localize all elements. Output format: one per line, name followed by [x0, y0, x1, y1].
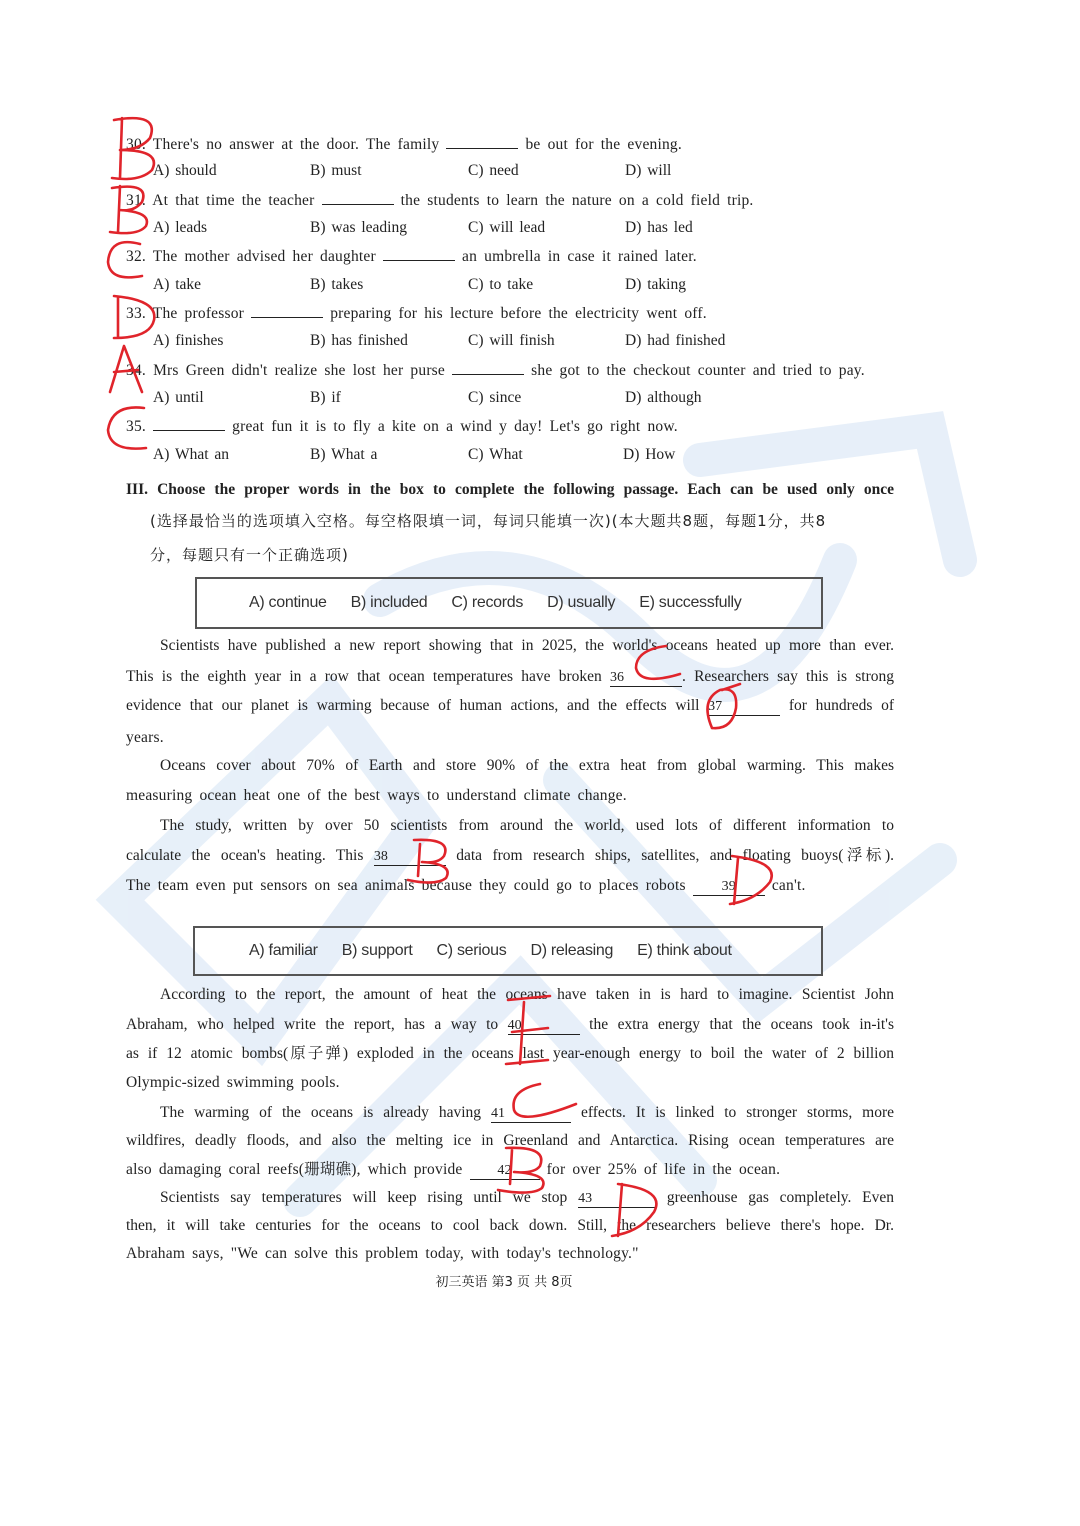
passage-line: then, it will take centuries for the oceans to cool back down. Still, the researchers believe there's hope. Dr. [126, 1217, 894, 1234]
passage-line [126, 1160, 780, 1180]
passage-text: can't. [771, 877, 806, 894]
section-instruction: (选择最恰当的选项填入空格。每空格限填一词，每词只能填一次)(本大题共8题，每题1分，共8 [150, 512, 827, 530]
passage-text: evidence that our planet is warming because of human actions, and the effects will [126, 697, 700, 714]
option-c: C) will lead [468, 219, 546, 236]
passage-text: also damaging coral reefs(珊瑚礁), which provide [126, 1161, 463, 1178]
option-a: A) until [153, 389, 204, 406]
passage-line: Abraham says, "We can solve this problem today, with today's technology." [126, 1245, 639, 1262]
option-d: D) although [625, 389, 702, 406]
option-a: A) finishes [153, 332, 224, 349]
question-text: she got to the checkout counter and tried to pay. [531, 362, 865, 379]
passage-text: The warming of the oceans is already having [160, 1104, 482, 1121]
word-option: B) included [350, 594, 428, 611]
word-option: E) think about [637, 942, 732, 959]
question-number: 33. [126, 305, 146, 322]
option-c: C) will finish [468, 332, 555, 349]
option-b: B) must [310, 162, 362, 179]
option-c: C) What [468, 446, 523, 463]
option-b: B) if [310, 389, 341, 406]
blank-39: 39 [693, 879, 765, 896]
passage-text: The team even put sensors on sea animals because they could go to places robots [126, 877, 686, 894]
question-number: 32. [126, 248, 146, 265]
word-option: C) records [451, 594, 524, 611]
passage-text: the extra energy that the oceans took in-it's [589, 1016, 894, 1033]
option-d: D) will [625, 162, 672, 179]
option-a: A) should [153, 162, 217, 179]
passage-line: Scientists have published a new report showing that in 2025, the world's oceans heated up more than ever. [160, 637, 894, 654]
question-text: The professor [152, 305, 245, 322]
word-box-2 [193, 926, 823, 976]
passage-line: Olympic-sized swimming pools. [126, 1074, 340, 1091]
question-text: Mrs Green didn't realize she lost her purse [153, 362, 445, 379]
passage-text: Abraham, who helped write the report, has a way to [126, 1016, 499, 1033]
passage-text: effects. It is linked to stronger storms, more [580, 1104, 895, 1121]
passage-line [126, 846, 894, 866]
option-b: B) was leading [310, 219, 407, 236]
option-a: A) leads [153, 219, 208, 236]
passage-line [126, 876, 806, 896]
question-31 [126, 190, 754, 211]
answer-blank [446, 134, 518, 149]
option-d: D) had finished [625, 332, 726, 349]
passage-line [126, 696, 894, 716]
answer-blank [452, 360, 524, 375]
option-a: A) What an [153, 446, 230, 463]
blank-36: 36 [610, 670, 682, 687]
passage-text: This is the eighth year in a row that ocean temperatures have broken [126, 668, 602, 685]
blank-41: 41 [491, 1106, 571, 1123]
answer-blank [383, 246, 455, 261]
page-footer: 初三英语 第3 页 共 8页 [435, 1275, 573, 1290]
passage-text: for over 25% of life in the ocean. [546, 1161, 781, 1178]
passage-line: wildfires, deadly floods, and also the melting ice in Greenland and Antarctica. Rising ocean temperatures are [126, 1132, 894, 1149]
blank-43: 43 [578, 1191, 656, 1208]
question-number: 35. [126, 418, 146, 435]
blank-37: 37 [708, 699, 780, 716]
option-b: B) What a [310, 446, 378, 463]
option-d: D) has led [625, 219, 693, 236]
passage-line [126, 667, 894, 687]
word-option: D) releasing [530, 942, 614, 959]
option-c: C) to take [468, 276, 534, 293]
question-text: The mother advised her daughter [152, 248, 376, 265]
blank-42: 42 [470, 1163, 540, 1180]
passage-text: Scientists say temperatures will keep rising until we stop [160, 1189, 568, 1206]
answer-blank [153, 416, 225, 431]
question-text: At that time the teacher [152, 192, 315, 209]
question-33 [126, 303, 707, 324]
question-number: 30. [126, 136, 146, 153]
option-a: A) take [153, 276, 202, 293]
section-instruction: 分，每题只有一个正确选项) [150, 546, 349, 564]
word-box-1 [195, 577, 823, 629]
blank-40: 40 [508, 1018, 580, 1035]
question-text: great fun it is to fly a kite on a wind y day! Let's go right now. [232, 418, 678, 435]
passage-line: Oceans cover about 70% of Earth and store 90% of the extra heat from global warming. This makes [160, 757, 894, 774]
word-option: D) usually [547, 594, 616, 611]
passage-line: measuring ocean heat one of the best ways to understand climate change. [126, 787, 627, 804]
question-number: 31. [126, 192, 146, 209]
word-option: E) successfully [639, 594, 742, 611]
passage-text: calculate the ocean's heating. This [126, 847, 364, 864]
question-number: 34. [126, 362, 146, 379]
passage-line [160, 1103, 894, 1123]
word-option: C) serious [436, 942, 507, 959]
passage-line: years. [126, 729, 164, 746]
question-34 [126, 360, 865, 381]
answer-blank [251, 303, 323, 318]
passage-line: as if 12 atomic bombs(原子弹) exploded in the oceans last year-enough energy to boil the water of 2 billion [126, 1045, 894, 1062]
word-option: B) support [341, 942, 413, 959]
passage-text: data from research ships, satellites, and floating buoys(浮标). [456, 847, 895, 864]
section-heading: III. Choose the proper words in the box to complete the following passage. Each can be used only once [126, 481, 894, 498]
question-text: be out for the evening. [525, 136, 682, 153]
option-d: D) How [623, 446, 676, 463]
word-option: A) continue [249, 594, 327, 611]
option-c: C) need [468, 162, 519, 179]
option-b: B) takes [310, 276, 364, 293]
passage-line [160, 1188, 894, 1208]
option-d: D) taking [625, 276, 686, 293]
option-c: C) since [468, 389, 522, 406]
question-32 [126, 246, 697, 267]
question-text: preparing for his lecture before the electricity went off. [330, 305, 707, 322]
passage-text: greenhouse gas completely. Even [666, 1189, 895, 1206]
passage-line: According to the report, the amount of heat the oceans have taken in is hard to imagine. Scientist John [160, 986, 894, 1003]
question-35 [126, 416, 678, 437]
question-text: There's no answer at the door. The family [152, 136, 440, 153]
option-b: B) has finished [310, 332, 408, 349]
word-option: A) familiar [249, 942, 318, 959]
passage-text: for hundreds of [788, 697, 895, 714]
question-30 [126, 134, 682, 155]
passage-line [126, 1015, 894, 1035]
passage-text: . Researchers say this is strong [681, 668, 894, 685]
passage-line: The study, written by over 50 scientists from around the world, used lots of different information to [160, 817, 894, 834]
blank-38: 38 [374, 849, 446, 866]
answer-blank [322, 190, 394, 205]
question-text: the students to learn the nature on a cold field trip. [400, 192, 754, 209]
question-text: an umbrella in case it rained later. [462, 248, 697, 265]
